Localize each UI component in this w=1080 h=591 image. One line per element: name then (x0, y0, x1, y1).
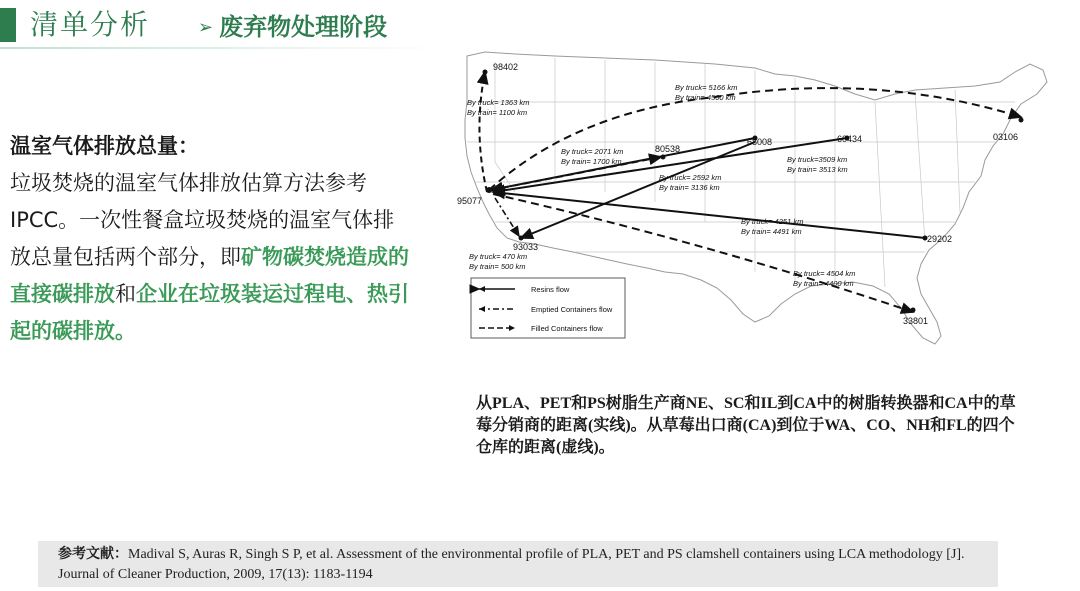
dist-wa-truck: By truck= 1363 km (467, 98, 530, 107)
dist-fl-train: By train= 4400 km (793, 279, 854, 288)
reference-label: 参考文献： (58, 547, 128, 562)
map-svg (455, 42, 1060, 357)
header-divider (0, 47, 440, 49)
dist-il-train: By train= 3513 km (787, 165, 848, 174)
dist-ca-train: By train= 500 km (469, 262, 526, 271)
subtitle-text: 废弃物处理阶段 (219, 13, 388, 41)
reference-text: Madival S, Auras R, Singh S P, et al. Assessment of the environmental profile of PLA, PET and PS clamshell containers using LCA methodology [J]. Journal of Cleaner Production, 2009, 17(13): 1183-1194 (58, 547, 965, 582)
dist-nh-truck: By truck= 5166 km (675, 83, 738, 92)
dist-sc-train: By train= 4491 km (741, 227, 802, 236)
dist-fl-truck: By truck= 4504 km (793, 269, 856, 278)
dist-sc-truck: By truck= 4251 km (741, 217, 804, 226)
node-label-68008: 68008 (747, 137, 773, 147)
dist-wa-train: By train= 1100 km (467, 108, 528, 117)
node-label-29202: 29202 (927, 234, 953, 244)
dist-ne-truck: By truck= 2592 km (659, 173, 722, 182)
page-title: 清单分析 (30, 8, 151, 41)
dist-ca-truck: By truck= 470 km (469, 252, 528, 261)
map-legend (471, 278, 625, 338)
node-label-93033: 93033 (513, 242, 539, 252)
legend-resins: Resins flow (531, 285, 570, 294)
body-text-part-1: 垃圾焚烧的温室气体排放估算方法参考IPCC。一次性餐盒垃圾焚烧的温室气体排放总量包括两个部分，即 (10, 171, 395, 269)
dist-co-train: By train= 1700 km (561, 157, 622, 166)
node-label-60434: 60434 (837, 134, 863, 144)
us-distance-map (455, 42, 1060, 357)
dist-ne-train: By train= 3136 km (659, 183, 720, 192)
header-accent-bar (0, 8, 16, 42)
legend-emptied: Emptied Containers flow (531, 305, 613, 314)
legend-filled: Filled Containers flow (531, 324, 603, 333)
reference-box (38, 541, 998, 587)
node-label-03106: 03106 (993, 132, 1019, 142)
dist-co-truck: By truck= 2071 km (561, 147, 624, 156)
body-text-part-2: 和 (115, 282, 136, 306)
page-subtitle (198, 12, 387, 43)
body-highlight-1: 矿物碳焚烧造成的直接碳排放 (10, 245, 409, 306)
dist-il-truck: By truck=3509 km (787, 155, 848, 164)
node-label-33801: 33801 (903, 316, 929, 326)
node-label-98402: 98402 (493, 62, 519, 72)
node-label-80538: 80538 (655, 144, 681, 154)
map-caption: 从PLA、PET和PS树脂生产商NE、SC和IL到CA中的树脂转换器和CA中的草莓分销商的距离(实线)。从草莓出口商(CA)到位于WA、CO、NH和FL的四个仓库的距离(虚线)。 (476, 395, 1016, 456)
dist-nh-train: By train= 4500 km (675, 93, 736, 102)
node-label-95077: 95077 (457, 196, 483, 206)
body-heading: 温室气体排放总量： (10, 134, 199, 158)
body-text (10, 128, 410, 350)
arrow-right-icon: ➢ (198, 17, 214, 38)
body-highlight-2: 企业在垃圾装运过程电、热引起的碳排放。 (10, 282, 409, 343)
